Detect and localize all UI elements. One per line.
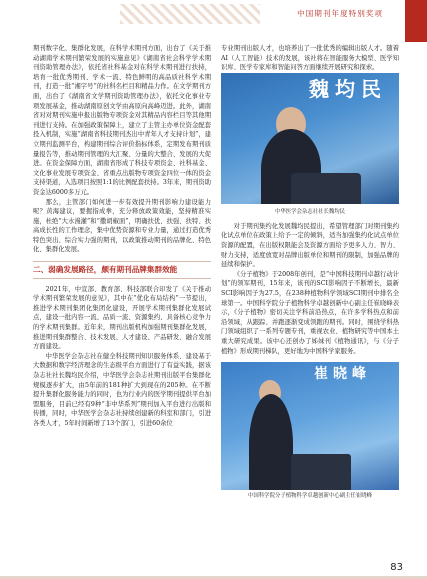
person-figure	[249, 394, 293, 490]
page-number: 83	[390, 562, 403, 573]
lectern	[291, 454, 351, 490]
paragraph: 专业期刊出版人才，也培养出了一批优秀的编辑出版人才。随着AI（人工智能）技术的发展，该社将在智能服务大模型、医学知识库、医学专家库和智能问答方面继续开展研究和探索。	[221, 45, 399, 72]
header-pattern	[120, 4, 260, 24]
lectern	[291, 173, 361, 204]
photo-cui-xiaofeng	[221, 362, 399, 490]
paragraph: 2021年，中宣部、教育部、科技部联合印发了《关于推动学术期刊繁荣发展的意见》，其中在“优化布局结构”一节提出，推进学术期刊集团化集团化建设，开展学术期刊集群化发展试点，建设一批内容一流、品质一流、资源集约、具备核心竞争力的学术期刊集群。近年来，期刊出版机构加强期刊集群化发展，推进期刊集群整合、技术发展、人才建设、产品研发、融合发展方面建设。	[33, 285, 211, 351]
photo-name-overlay: 崔晓峰	[314, 366, 371, 383]
right-column	[221, 44, 399, 506]
paragraph: 中华医学会杂志社在健全科技期刊知识服务体系、建设基于大数据和数字经济理念的生态级平台方面进行了有益实践，据该杂志社社长魏均民介绍，中华医学会杂志社期刊出版平台集群化规模逐步扩大，由5年前的181种扩大到现在的205种。在不断提升集群化服务能力的同时，也为行业内的医学期刊提供平台加盟服务，目前已经有9种“非中华系列”期刊加入平台进行出版和传播，同时，中华医学会杂志社持续创建新的科室和部门，引进各类人才，5年时间新增了13个部门，引进60余位	[33, 352, 211, 427]
paragraph: 《分子植物》于2008年创刊，是“中国科技期刊卓越行动计划”的领军期刊，15年来，该刊的SCI影响因子不断增长，最新SCI影响因子为27.5，在238种植物科学领域SCI期刊中排名全球第一。中国科学院分子植物科学卓越创新中心副主任崔晓峰表示，《分子植物》密切关注学科前沿热点，在许多学科热点和前沿领域，从跟踪、并跑逐渐变成领跑的期刊。同时，围绕学科热门领域组织了一系列专题专刊，重视农业、植物研究等中国本土重大研究成果。该中心还创办了姊妹刊《植物通讯》，与《分子植物》形成期刊梯队，更好地为中国科学家服务。	[221, 270, 399, 355]
header-title: 中国期刊年度特别奖项	[297, 9, 383, 18]
header-red-tab	[405, 0, 427, 42]
paragraph: 对于期刊集约化发展魏均民提出，希望管理部门对期刊集约化试点单位在政策上给予一定的倾斜，适当加强集约化试点单位资源的配置，在出版权限能会及资源方面给予更多人力、智力、财力支持，适度放宽对品牌出版单位和期刊的限制，加强品牌的延续和保护。	[221, 222, 399, 269]
left-column	[33, 44, 211, 429]
paragraph: 那么，主管部门如何进一步有效提升期刊影响力建设能力呢？黄海建议，要握指成拳，充分释放政策效能，坚持精准实施，杜绝“大水漫灌”和“撒胡椒面”，明确扶优、扶强、扶特、扶高成长性的工作理念，集中优势资源和专业力量，通过打造优秀特色突出、综合实力强的期刊，以政策推动期刊的品牌化、特色化、集群化发展。	[33, 198, 211, 254]
section-heading: 二、弱确发展路径，颇有期刊品牌集群效能	[33, 261, 211, 279]
page-header	[0, 0, 427, 34]
photo-wei-junmin	[221, 73, 399, 204]
photo-caption: 中华医学会杂志社社长魏均民	[274, 208, 346, 215]
paragraph: 期刊数字化、集群化发展，在科学术期刊方面，出台了《关于推动湖南学术期刊繁荣发展的实施意见》《湖南省社会科学学术期刊资助管理办法》，依托省社科基金对在科学术期刊进行扶持，培育一批优秀期刊、学术一流、特色鲜明的高品质社科学术期刊，打造一批“湘字号”的社科名栏目和精品力作。在文学期刊方面，出台了《湖南省文学期刊资助管理办法》，依托文化事业专项发展基金，推动湖南原创文学由高原向高峰迈进。此外，湖南省对对期刊实施申报出版物专项资金对其精品内容栏目等其他期刊进行支持。在加强政策保障上，建立了主管主办单位资金配套投入机制，实施“湖南省科技期刊杰出中青年人才支持计划”，建立期刊监测平台，构建期刊综合评价指标体系，定期发布期刊质量报告等，推动期刊管理的大汇聚、分量的大整合、发展的大促进。在资金保障方面，湖南省形成了科技专项资金、社科基金、文化事业发展专项资金、省重点出版物专项资金四位一体的资金支持渠道，入选项目按照1:1的比例配套扶持。3年来，期刊资助资金达6000多万元。	[33, 45, 211, 196]
photo-caption: 中国科学院分子植物科学卓越创新中心副主任崔晓峰	[248, 493, 372, 500]
photo-name-overlay: 魏均民	[309, 76, 387, 101]
